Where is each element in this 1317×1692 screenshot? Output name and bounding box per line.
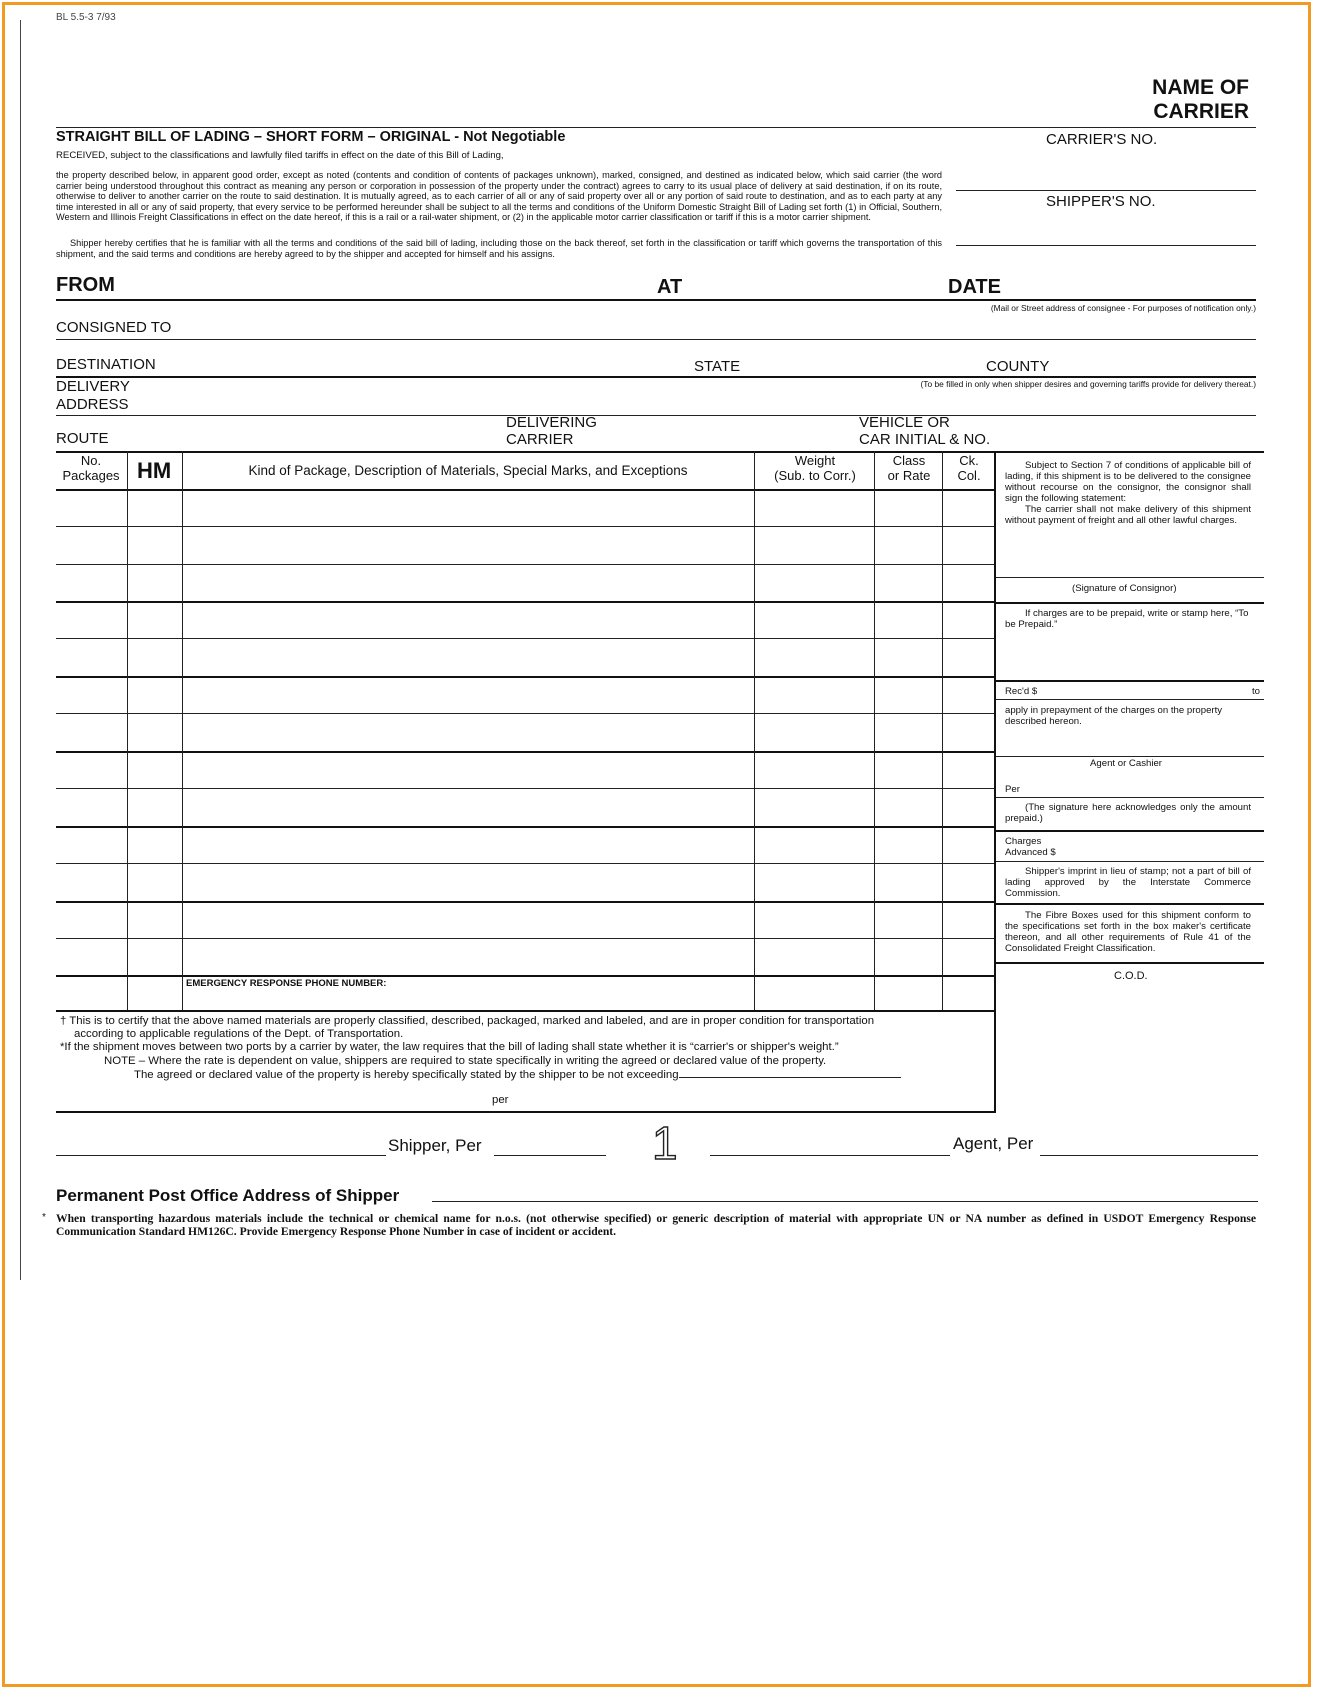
col-packages-header: No. Packages xyxy=(62,453,120,483)
table-row[interactable] xyxy=(56,938,994,939)
route-line[interactable] xyxy=(56,451,1264,453)
form-title: STRAIGHT BILL OF LADING – SHORT FORM – ORIGINAL - Not Negotiable xyxy=(56,129,566,145)
apply-text: apply in prepayment of the charges on the property described hereon. xyxy=(1005,705,1223,727)
consigned-to-label: CONSIGNED TO xyxy=(56,319,172,336)
vehicle-label: VEHICLE OR CAR INITIAL & NO. xyxy=(859,414,991,448)
agent-per-label: Agent, Per xyxy=(953,1134,1034,1153)
destination-label: DESTINATION xyxy=(56,356,156,373)
imprint-text: Shipper's imprint in lieu of stamp; not a part of bill of lading approved by the Interstate Commerce Commission. xyxy=(1005,866,1251,899)
col-ck-header: Ck. Col. xyxy=(957,453,981,483)
copy-number: 1 xyxy=(652,1117,678,1169)
col-divider xyxy=(874,451,875,1010)
county-label: COUNTY xyxy=(986,358,1050,375)
delivering-carrier-label: DELIVERING CARRIER xyxy=(506,414,597,448)
col-divider xyxy=(182,451,183,1010)
shipper-per-label: Shipper, Per xyxy=(388,1136,482,1155)
prepaid-stamp-area[interactable] xyxy=(996,680,1264,682)
table-row[interactable] xyxy=(56,751,994,753)
hazmat-note: When transporting hazardous materials include the technical or chemical name for n.o.s. (not otherwise specified) or generic description of material with appropriate UN or NA number as defined in USDOT Emergency Response Communication Standard HM126C. Provide Emergency Response Phone Number in case of incident or accident. xyxy=(56,1212,1256,1238)
col-weight-header: Weight (Sub. to Corr.) xyxy=(774,453,856,483)
date-label: DATE xyxy=(948,276,1001,298)
from-label: FROM xyxy=(56,274,115,296)
table-row[interactable] xyxy=(56,638,994,639)
prepaid-text: If charges are to be prepaid, write or stamp here, “To be Prepaid.” xyxy=(1005,608,1249,630)
col-divider xyxy=(942,451,943,1010)
table-header-rule xyxy=(56,489,994,491)
col-class-header: Class or Rate xyxy=(887,453,931,483)
declared-value-per: per xyxy=(492,1094,509,1106)
table-row[interactable] xyxy=(56,564,994,565)
consignor-signature-line[interactable] xyxy=(996,577,1264,578)
terms-paragraph: the property described below, in apparent good order, except as noted (contents and condition of contents of packages unknown), marked, consigned, and destined as indicated below, which said carrier (the word carrier being understood throughout this contract as meaning any person or corporation in possession of the property under the contract) agrees to carry to its usual place of delivery at said destination, if on its route, otherwise to deliver to another carrier on the route to said destination. It is mutually agreed, as to each carrier of all or any of said property over all or any portion of said route to destination, and as to each party at any time interested in all or any of said property, that every service to be performed hereunder shall be subject to all the terms and conditions of the Uniform Domestic Straight Bill of Lading set forth (1) in Official, Southern, Western and Illinois Freight Classifications in effect on the date hereof, if this is a rail or a rail-water shipment, or (2) in the applicable motor carrier classification or tariff if this is a motor carrier shipment. xyxy=(56,170,942,223)
shipper-name-line[interactable] xyxy=(56,1155,386,1156)
signature-consignor-label: (Signature of Consignor) xyxy=(1072,583,1177,594)
section7-text: Subject to Section 7 of conditions of applicable bill of lading, if this shipment is to be delivered to the consignee without recourse on the consignor, the consignor shall sign the following statement: The carrier shall not make delivery of this shipment without payment of freight and all other lawful charges. xyxy=(1005,460,1251,526)
table-bottom-rule xyxy=(56,1010,994,1012)
received-text: RECEIVED, subject to the classifications and lawfully filed tariffs in effect on the date of this Bill of Lading, xyxy=(56,150,504,161)
table-row[interactable] xyxy=(56,526,994,527)
recd-label: Rec'd $ xyxy=(1005,686,1038,697)
col-divider xyxy=(754,451,755,1010)
post-office-label: Permanent Post Office Address of Shipper xyxy=(56,1186,400,1205)
table-row[interactable] xyxy=(56,788,994,789)
carriers-no-label: CARRIER'S NO. xyxy=(1046,131,1158,148)
col-divider xyxy=(127,451,128,1010)
side-rule xyxy=(996,602,1264,604)
per-line[interactable] xyxy=(996,797,1264,798)
table-row[interactable] xyxy=(56,863,994,864)
agent-name-line[interactable] xyxy=(710,1155,950,1156)
table-row[interactable] xyxy=(56,676,994,678)
agent-cashier-line[interactable] xyxy=(996,756,1264,757)
agent-per-line[interactable] xyxy=(1040,1155,1258,1156)
side-rule xyxy=(996,830,1264,832)
post-office-line[interactable] xyxy=(432,1201,1258,1202)
signature-note: (The signature here acknowledges only the amount prepaid.) xyxy=(1005,802,1251,824)
side-rule xyxy=(996,903,1264,905)
shipper-certification: Shipper hereby certifies that he is familiar with all the terms and conditions of the said bill of lading, including those on the back thereof, set forth in the classification or tariff which governs the transportation of this shipment, and the said terms and conditions are hereby agreed to by the shipper and accepted for himself and his assigns. xyxy=(56,238,942,259)
shipper-per-line[interactable] xyxy=(494,1155,606,1156)
charges-advanced-label: Charges Advanced $ xyxy=(1005,836,1056,858)
per-label: Per xyxy=(1005,784,1020,795)
state-label: STATE xyxy=(694,358,741,375)
table-row[interactable] xyxy=(56,901,994,903)
fibre-boxes-text: The Fibre Boxes used for this shipment conform to the specifications set forth in the box maker's certificate thereon, and all other requirements of Rule 41 of the Consolidated Freight Classification. xyxy=(1005,910,1251,954)
delivery-address-label: DELIVERY ADDRESS xyxy=(56,378,130,413)
side-rule xyxy=(996,962,1264,964)
consigned-to-line[interactable] xyxy=(56,339,1256,340)
table-row[interactable] xyxy=(56,975,994,977)
recd-line[interactable] xyxy=(996,699,1264,700)
agent-cashier-label: Agent or Cashier xyxy=(1090,758,1162,769)
carriers-no-line[interactable] xyxy=(956,190,1256,191)
declared-value-line[interactable] xyxy=(679,1068,901,1078)
certification-block: † This is to certify that the above named materials are properly classified, described, packaged, marked and labeled, and are in proper condition for transportation according to applicable regulations of the Dept. of Transportation. *If the shipment moves between two ports by a carrier by water, the law requires that the bill of lading shall state whether it is “carrier's or shipper's weight.” NOTE – Where the rate is dependent on value, shippers are required to state specifically in writing the agreed or declared value of the property. The agreed or declared value of the property is hereby specifically stated by the shipper to be not exceeding xyxy=(60,1015,990,1082)
shippers-no-label: SHIPPER'S NO. xyxy=(1046,193,1156,210)
carrier-name-label: NAME OF CARRIER xyxy=(1152,76,1249,123)
binding-edge xyxy=(20,20,21,1280)
hazmat-asterisk: * xyxy=(42,1212,46,1223)
side-panel-divider xyxy=(994,451,996,1111)
mail-note: (Mail or Street address of consignee - For purposes of notification only.) xyxy=(990,303,1256,313)
to-label: to xyxy=(1252,686,1261,697)
delivery-note: (To be filled in only when shipper desires and governing tariffs provide for delivery thereat.) xyxy=(920,379,1256,389)
charges-advanced-line[interactable] xyxy=(996,861,1264,862)
emergency-phone-label: EMERGENCY RESPONSE PHONE NUMBER: xyxy=(186,978,387,989)
col-description-header: Kind of Package, Description of Materials, Special Marks, and Exceptions xyxy=(248,463,688,478)
delivery-address-line[interactable] xyxy=(56,415,1256,416)
certification-bottom-rule xyxy=(56,1111,996,1113)
destination-line[interactable] xyxy=(56,376,1256,378)
table-row[interactable] xyxy=(56,601,994,603)
route-label: ROUTE xyxy=(56,430,109,447)
table-row[interactable] xyxy=(56,713,994,714)
from-line[interactable] xyxy=(56,299,1256,301)
col-hm-header: HM xyxy=(137,458,172,483)
cod-label: C.O.D. xyxy=(1114,970,1148,982)
form-code: BL 5.5-3 7/93 xyxy=(56,12,116,23)
shippers-no-line[interactable] xyxy=(956,245,1256,246)
at-label: AT xyxy=(657,276,683,298)
table-row[interactable] xyxy=(56,826,994,828)
title-rule xyxy=(56,127,1256,128)
